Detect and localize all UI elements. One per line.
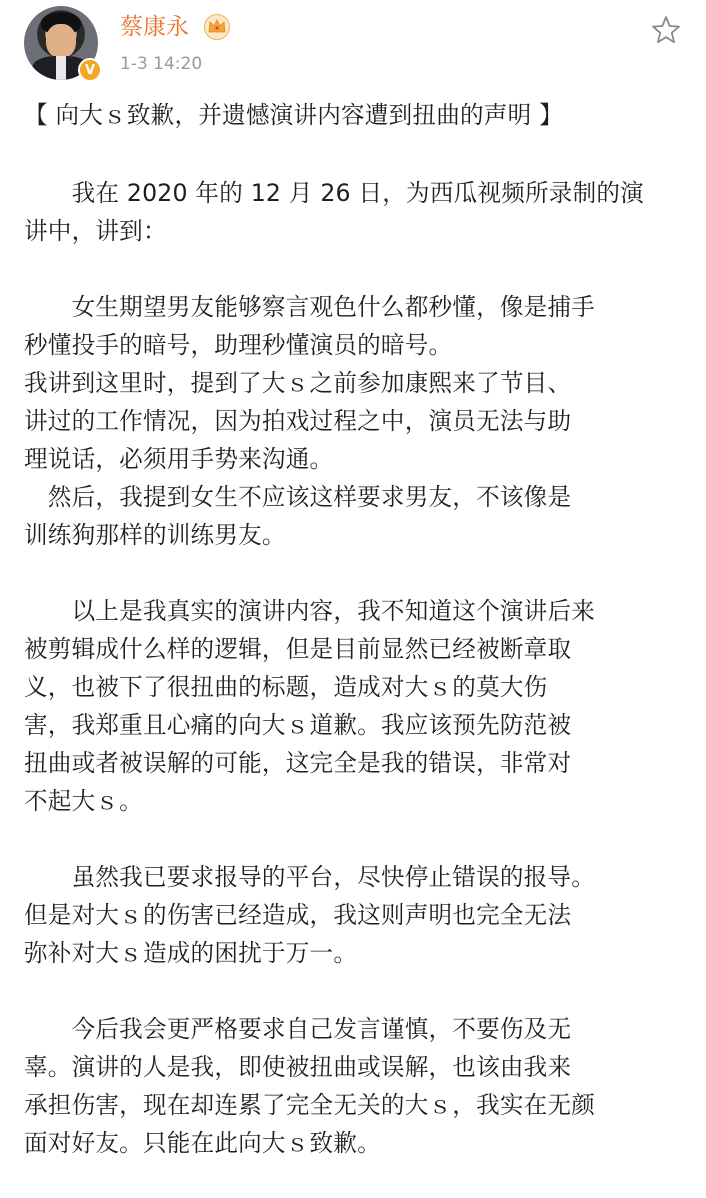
crown-icon[interactable]: [203, 14, 231, 40]
post-line: 讲过的工作情况，因为拍戏过程之中，演员无法与助: [24, 407, 572, 435]
post-line: 讲中，讲到：: [24, 217, 167, 245]
star-icon[interactable]: [650, 14, 682, 46]
post-line: 然后，我提到女生不应该这样要求男友，不该像是: [24, 483, 572, 511]
post-line: 理说话，必须用手势来沟通。: [24, 445, 334, 473]
post-line: 我在 2020 年的 12 月 26 日，为西瓜视频所录制的演: [24, 179, 644, 207]
username[interactable]: 蔡康永: [120, 14, 189, 40]
post-line: 义，也被下了很扭曲的标题，造成对大ｓ的莫大伤: [24, 673, 548, 701]
post-timestamp: 1-3 14:20: [120, 54, 203, 74]
post-text: [24, 174, 688, 1162]
post-line: 不起大ｓ。: [24, 787, 143, 815]
verified-badge-icon: V: [78, 58, 102, 82]
post-line: 虽然我已要求报导的平台，尽快停止错误的报导。: [24, 863, 596, 891]
post-line: 承担伤害，现在却连累了完全无关的大ｓ，我实在无颜: [24, 1091, 596, 1119]
avatar-face: [46, 24, 76, 58]
post-line: 被剪辑成什么样的逻辑，但是目前显然已经被断章取: [24, 635, 572, 663]
post-line: [24, 820, 688, 858]
post-line: 弥补对大ｓ造成的困扰于万一。: [24, 939, 358, 967]
post-line: [24, 554, 688, 592]
post-line: [24, 250, 688, 288]
post-title: 【 向大ｓ致歉，并遗憾演讲内容遭到扭曲的声明 】: [24, 101, 563, 129]
post-body: [24, 96, 688, 1162]
avatar-shirt: [56, 56, 66, 80]
post-line: 面对好友。只能在此向大ｓ致歉。: [24, 1129, 381, 1157]
post-line: 我讲到这里时，提到了大ｓ之前参加康熙来了节目、: [24, 369, 572, 397]
post-line: 扭曲或者被误解的可能，这完全是我的错误，非常对: [24, 749, 572, 777]
post-line: [24, 972, 688, 1010]
post-line: 害，我郑重且心痛的向大ｓ道歉。我应该预先防范被: [24, 711, 572, 739]
post-line: 秒懂投手的暗号，助理秒懂演员的暗号。: [24, 331, 453, 359]
post-line: 以上是我真实的演讲内容，我不知道这个演讲后来: [24, 597, 596, 625]
post-line: 训练狗那样的训练男友。: [24, 521, 286, 549]
post-header: [0, 0, 706, 96]
post-line: 女生期望男友能够察言观色什么都秒懂，像是捕手: [24, 293, 596, 321]
post-line: 辜。演讲的人是我，即使被扭曲或误解，也该由我来: [24, 1053, 572, 1081]
post-line: 今后我会更严格要求自己发言谨慎，不要伤及无: [24, 1015, 572, 1043]
post-line: 但是对大ｓ的伤害已经造成，我这则声明也完全无法: [24, 901, 572, 929]
